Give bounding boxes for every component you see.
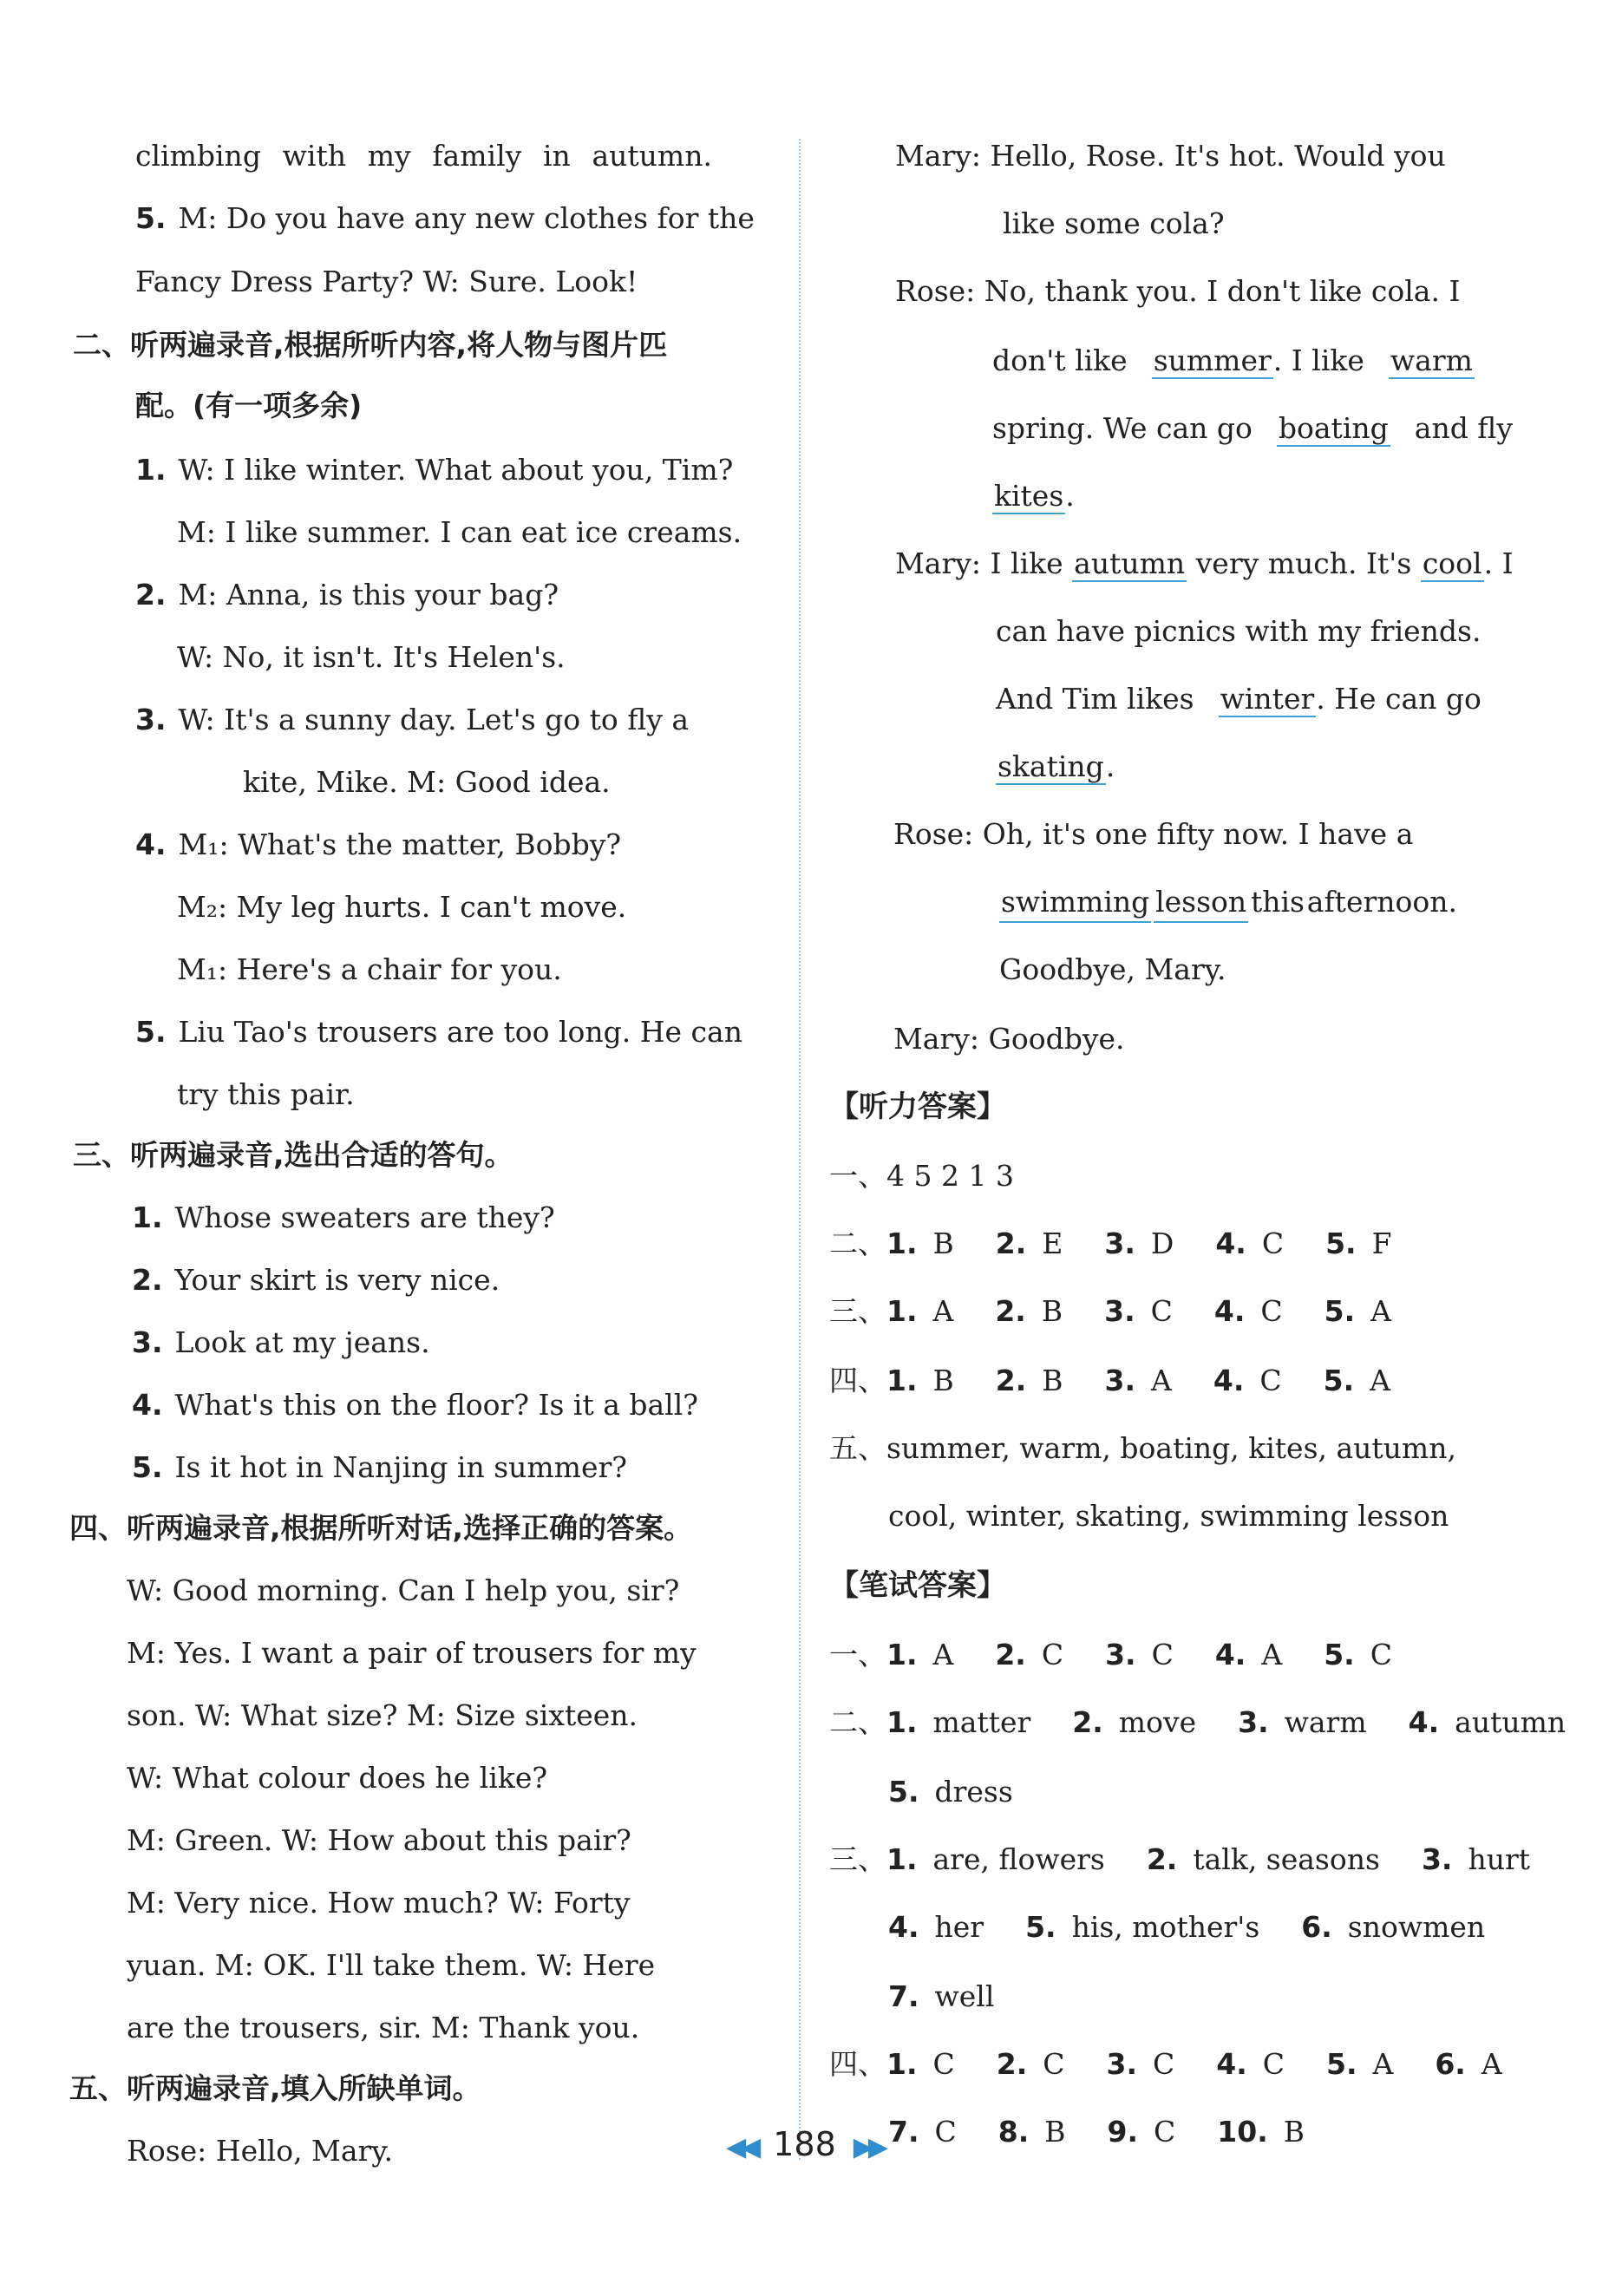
- section-title: 二、听两遍录音,根据所听内容,将人物与图片匹: [73, 328, 668, 362]
- answer-number: 4.: [1408, 1705, 1440, 1739]
- section-prefix: 四、: [829, 2047, 886, 2081]
- answer-value: B: [1283, 2115, 1305, 2149]
- list-item: [132, 1386, 698, 1424]
- answer-number: 3.: [1104, 1294, 1135, 1328]
- blank-answer: cool: [1422, 546, 1482, 580]
- answer-value: A: [932, 1638, 954, 1671]
- answer-value: her: [934, 1910, 984, 1944]
- answer-value: move: [1118, 1705, 1197, 1739]
- answer-number: 1.: [886, 1364, 918, 1397]
- answer-value: C: [934, 2115, 957, 2149]
- dialog-line: [996, 748, 1115, 786]
- answer-number: 3.: [1104, 1364, 1136, 1397]
- item-text: M₁: What's the matter, Bobby?: [178, 827, 622, 861]
- answer-value: C: [1043, 2047, 1065, 2081]
- answer-value: talk, seasons: [1193, 1842, 1380, 1876]
- word: in: [542, 139, 571, 173]
- text-line: Fancy Dress Party? W: Sure. Look!: [135, 265, 638, 298]
- answer-number: 5.: [1324, 1638, 1355, 1671]
- answer-number: 2.: [995, 1294, 1026, 1328]
- blank-answer: winter: [1220, 682, 1315, 716]
- word: autumn.: [592, 139, 712, 173]
- answer-number: 4.: [1213, 1364, 1245, 1397]
- list-item: [135, 451, 733, 489]
- blank-answer: swimming: [999, 883, 1151, 923]
- answer-number: 2.: [995, 1226, 1027, 1260]
- dialog-line: like some cola?: [1003, 206, 1225, 240]
- dialog-line: [992, 477, 1075, 515]
- dialog-line: Rose: Oh, it's one fifty now. I have a: [893, 817, 1414, 851]
- answer-value: matter: [932, 1705, 1031, 1739]
- answer-value: C: [1370, 1638, 1392, 1671]
- item-number: 4.: [135, 827, 167, 861]
- item-text: W: I like winter. What about you, Tim?: [178, 453, 734, 487]
- answer-row: 一、4 5 2 1 3: [829, 1159, 1014, 1193]
- dialog-text: this: [1250, 885, 1305, 919]
- dialog-line: Rose: No, thank you. I don't like cola. I: [895, 274, 1461, 308]
- dialog-text: .: [1065, 479, 1075, 513]
- text-line: son. W: What size? M: Size sixteen.: [127, 1698, 638, 1732]
- section-prefix: 二、: [829, 1226, 886, 1260]
- answer-value: C: [1154, 2115, 1176, 2149]
- item-number: 3.: [135, 703, 167, 736]
- answer-value: A: [1372, 2047, 1394, 2081]
- list-item: [135, 826, 621, 864]
- word: family: [432, 139, 522, 173]
- item-number: 5.: [132, 1450, 163, 1484]
- answer-number: 3.: [1104, 1226, 1135, 1260]
- answer-value: warm: [1284, 1705, 1367, 1739]
- answer-value: B: [1044, 2115, 1066, 2149]
- answer-number: 5.: [1324, 1294, 1356, 1328]
- text-line: [135, 200, 755, 238]
- answer-number: 1.: [886, 1842, 918, 1876]
- answer-value: C: [932, 2047, 955, 2081]
- text-line: M: I like summer. I can eat ice creams.: [177, 515, 742, 549]
- listening-answers-title: 【听力答案】: [829, 1089, 1006, 1124]
- item-number: 1.: [132, 1200, 163, 1234]
- dialog-text: very much. It's: [1195, 546, 1412, 580]
- item-number: 5.: [135, 201, 167, 235]
- text-line: M₁: Here's a chair for you.: [177, 952, 562, 986]
- section-title: 配。(有一项多余): [135, 389, 363, 422]
- answer-value: B: [932, 1364, 954, 1397]
- dialog-line: can have picnics with my friends.: [996, 614, 1481, 648]
- dialog-text: and fly: [1414, 411, 1513, 445]
- text-line: M: Yes. I want a pair of trousers for my: [127, 1636, 697, 1670]
- dialog-text: . I: [1483, 546, 1514, 580]
- answer-value: C: [1153, 2047, 1175, 2081]
- item-text: W: It's a sunny day. Let's go to fly a: [178, 703, 690, 736]
- list-item: [135, 576, 559, 614]
- item-number: 3.: [132, 1325, 163, 1359]
- answer-number: 9.: [1107, 2115, 1139, 2149]
- page-number: 188: [773, 2125, 836, 2163]
- answer-number: 2.: [996, 2047, 1028, 2081]
- answer-value: C: [1151, 1638, 1174, 1671]
- item-number: 2.: [132, 1263, 163, 1297]
- dialog-text: afternoon.: [1306, 885, 1457, 919]
- item-number: 1.: [135, 453, 167, 487]
- text-line: M: Very nice. How much? W: Forty: [127, 1886, 631, 1920]
- list-item: [132, 1324, 430, 1362]
- blank-answer: autumn: [1074, 546, 1186, 580]
- dialog-line: [895, 545, 1514, 583]
- answer-number: 2.: [1146, 1842, 1178, 1876]
- list-item: [132, 1199, 555, 1237]
- dialog-text: spring. We can go: [992, 411, 1253, 445]
- answer-value: C: [1260, 1294, 1283, 1328]
- text-line: W: What colour does he like?: [127, 1761, 548, 1795]
- dialog-line: [992, 409, 1513, 448]
- answer-number: 2.: [995, 1638, 1026, 1671]
- word: my: [367, 139, 411, 173]
- answer-value: E: [1042, 1226, 1063, 1260]
- answer-row: [888, 1978, 1036, 2016]
- answer-number: 4.: [1213, 1294, 1246, 1328]
- section-title: 三、听两遍录音,选出合适的答句。: [73, 1138, 513, 1172]
- dialog-text: .: [1105, 749, 1115, 783]
- dialog-text: . He can go: [1316, 682, 1481, 716]
- answer-row: [829, 1362, 1432, 1400]
- answer-value: A: [1261, 1638, 1283, 1671]
- answer-value: C: [1150, 1294, 1173, 1328]
- answer-number: 10.: [1217, 2115, 1268, 2149]
- blank-answer: warm: [1390, 343, 1473, 377]
- answer-value: well: [934, 1979, 995, 2013]
- answer-row: cool, winter, skating, swimming lesson: [888, 1499, 1449, 1533]
- answer-value: B: [932, 1226, 954, 1260]
- item-number: 2.: [135, 578, 167, 612]
- list-item: [132, 1261, 500, 1299]
- item-text: Whose sweaters are they?: [174, 1200, 555, 1234]
- answer-number: 4.: [1215, 1226, 1246, 1260]
- text-line: M₂: My leg hurts. I can't move.: [177, 890, 627, 924]
- section-title: 四、听两遍录音,根据所听对话,选择正确的答案。: [69, 1511, 693, 1545]
- section-prefix: 四、: [829, 1364, 886, 1397]
- answer-row: [888, 1908, 1527, 1946]
- answer-value: C: [1262, 2047, 1285, 2081]
- section-prefix: 三、: [829, 1294, 886, 1328]
- answer-value: A: [1481, 2047, 1502, 2081]
- item-number: 5.: [135, 1015, 167, 1049]
- section-prefix: 二、: [829, 1705, 886, 1739]
- dialog-line: Goodbye, Mary.: [999, 952, 1226, 986]
- word: with: [282, 139, 346, 173]
- prev-arrows-icon: ◀◀: [726, 2132, 756, 2162]
- answer-number: 5.: [888, 1775, 919, 1809]
- answer-number: 4.: [1214, 1638, 1246, 1671]
- page-footer: [0, 2125, 1609, 2163]
- text-line: [135, 137, 712, 175]
- answer-number: 1.: [886, 2047, 918, 2081]
- text-line: M: Green. W: How about this pair?: [127, 1823, 631, 1857]
- text-line: W: No, it isn't. It's Helen's.: [177, 640, 566, 674]
- answer-number: 3.: [1238, 1705, 1269, 1739]
- answer-number: 1.: [886, 1705, 918, 1739]
- item-text: What's this on the floor? Is it a ball?: [174, 1388, 698, 1422]
- section-prefix: 三、: [829, 1842, 886, 1876]
- blank-answer: skating: [997, 749, 1104, 783]
- answer-value: snowmen: [1347, 1910, 1486, 1944]
- blank-answer: kites: [994, 479, 1064, 513]
- item-number: 4.: [132, 1388, 163, 1422]
- answer-number: 5.: [1025, 1910, 1056, 1944]
- next-arrows-icon: ▶▶: [853, 2132, 883, 2162]
- list-item: [132, 1449, 627, 1487]
- answer-row: [829, 1704, 1607, 1742]
- answer-number: 7.: [888, 1979, 919, 2013]
- answer-row: [829, 2045, 1544, 2083]
- answer-row: [829, 1292, 1433, 1331]
- item-text: Liu Tao's trousers are too long. He can: [178, 1015, 742, 1049]
- answer-number: 6.: [1435, 2047, 1466, 2081]
- answer-number: 3.: [1421, 1842, 1453, 1876]
- answer-row: [888, 1773, 1055, 1811]
- dialog-line: Mary: Hello, Rose. It's hot. Would you: [895, 139, 1446, 173]
- dialog-text: don't like: [992, 343, 1128, 377]
- answer-number: 3.: [1106, 2047, 1137, 2081]
- item-text: Your skirt is very nice.: [174, 1263, 500, 1297]
- answer-value: C: [1261, 1226, 1285, 1260]
- answer-value: autumn: [1455, 1705, 1566, 1739]
- section-title: 五、听两遍录音,填入所缺单词。: [69, 2071, 481, 2105]
- answer-number: 5.: [1325, 1226, 1357, 1260]
- answer-value: A: [1370, 1294, 1391, 1328]
- written-answers-title: 【笔试答案】: [829, 1568, 1006, 1603]
- blank-answer: boating: [1278, 411, 1389, 445]
- answer-value: A: [932, 1294, 954, 1328]
- list-item: [135, 1013, 742, 1051]
- text-line: try this pair.: [177, 1077, 355, 1111]
- answer-value: dress: [934, 1775, 1013, 1809]
- answer-value: B: [1042, 1364, 1063, 1397]
- answer-number: 5.: [1326, 2047, 1357, 2081]
- answer-value: C: [1041, 1638, 1064, 1671]
- blank-answer: summer: [1153, 343, 1272, 377]
- text-line: Rose: Hello, Mary.: [127, 2134, 394, 2168]
- answer-number: 4.: [1216, 2047, 1247, 2081]
- section-prefix: 一、: [829, 1638, 886, 1671]
- answer-value: C: [1259, 1364, 1282, 1397]
- answer-number: 2.: [1072, 1705, 1103, 1739]
- word: climbing: [135, 139, 261, 173]
- answer-number: 5.: [1323, 1364, 1355, 1397]
- dialog-line: Mary: Goodbye.: [893, 1022, 1125, 1056]
- answer-value: are, flowers: [932, 1842, 1105, 1876]
- answer-row: [829, 1841, 1572, 1879]
- answer-value: D: [1150, 1226, 1174, 1260]
- dialog-line: [996, 680, 1481, 718]
- item-text: Look at my jeans.: [174, 1325, 430, 1359]
- list-item: [135, 701, 689, 739]
- answer-number: 7.: [888, 2115, 919, 2149]
- item-text: M: Anna, is this your bag?: [178, 578, 559, 612]
- answer-number: 6.: [1301, 1910, 1332, 1944]
- column-divider: [799, 139, 801, 2160]
- answer-value: A: [1370, 1364, 1390, 1397]
- answer-row: 五、summer, warm, boating, kites, autumn,: [829, 1431, 1456, 1465]
- answer-row: [829, 1225, 1433, 1263]
- answer-number: 1.: [886, 1294, 918, 1328]
- text-line: kite, Mike. M: Good idea.: [243, 765, 611, 799]
- answer-number: 1.: [886, 1638, 918, 1671]
- item-text: Is it hot in Nanjing in summer?: [174, 1450, 627, 1484]
- text-line: W: Good morning. Can I help you, sir?: [127, 1573, 680, 1607]
- answer-value: hurt: [1468, 1842, 1530, 1876]
- answer-number: 8.: [997, 2115, 1030, 2149]
- answer-number: 4.: [888, 1910, 919, 1944]
- dialog-text: . I like: [1272, 343, 1364, 377]
- dialog-text: Mary: I like: [895, 546, 1063, 580]
- dialog-line: [992, 342, 1475, 380]
- dialog-line: [999, 883, 1457, 923]
- answer-value: F: [1371, 1226, 1392, 1260]
- dialog-text: And Tim likes: [996, 682, 1194, 716]
- answer-number: 1.: [886, 1226, 918, 1260]
- answer-row: [829, 1636, 1434, 1674]
- answer-number: 3.: [1105, 1638, 1136, 1671]
- answer-value: his, mother's: [1071, 1910, 1260, 1944]
- blank-answer: lesson: [1154, 883, 1248, 923]
- text-line: yuan. M: OK. I'll take them. W: Here: [127, 1948, 656, 1982]
- answer-number: 2.: [995, 1364, 1027, 1397]
- answer-value: A: [1151, 1364, 1172, 1397]
- answer-value: B: [1041, 1294, 1063, 1328]
- text-line: are the trousers, sir. M: Thank you.: [127, 2011, 640, 2044]
- item-text: M: Do you have any new clothes for the: [178, 201, 755, 235]
